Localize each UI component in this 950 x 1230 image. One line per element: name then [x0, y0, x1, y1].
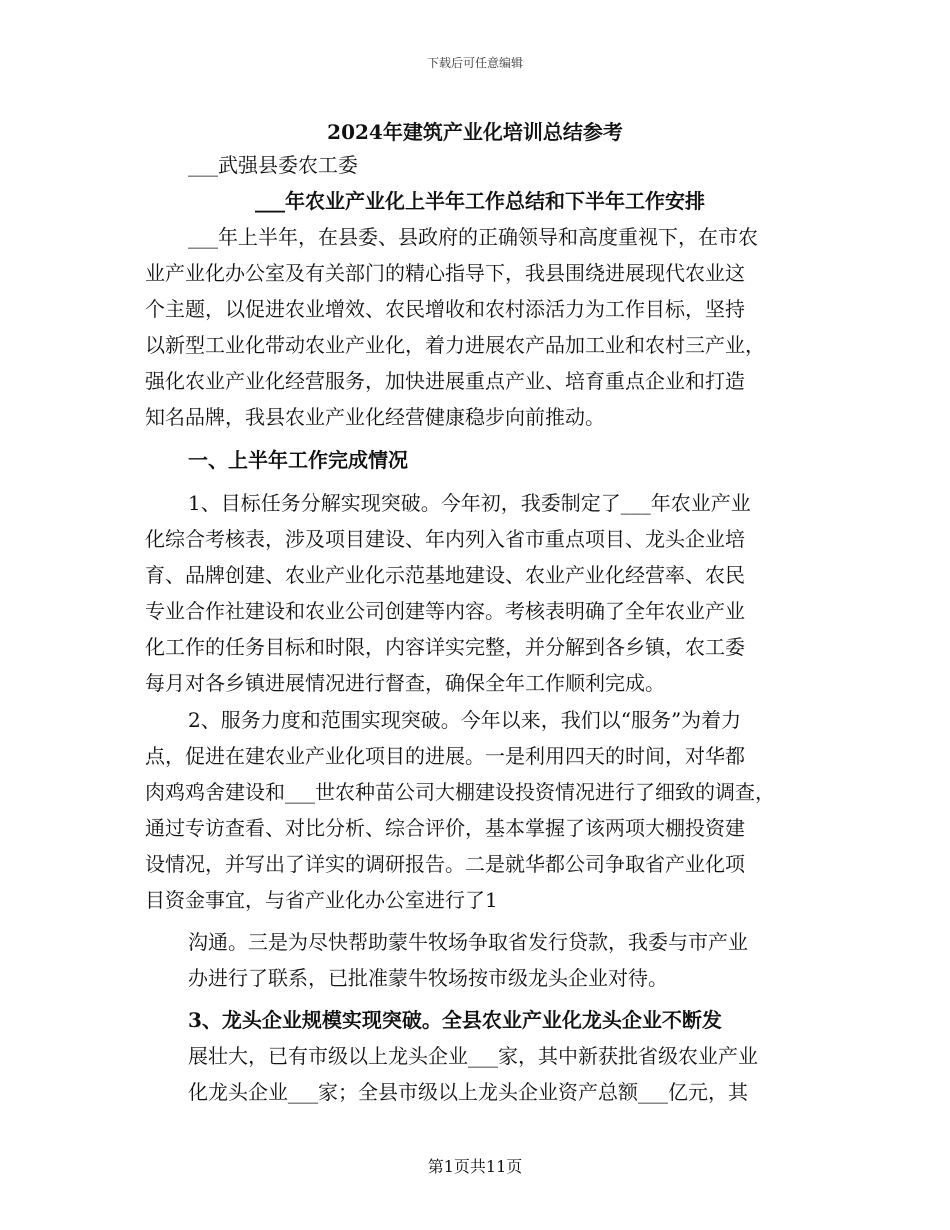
doc-line: 2、服务力度和范围实现突破。今年以来，我们以“服务”为着力 — [188, 708, 742, 732]
doc-line: 个主题，以促进农业增效、农民增收和农村添活力为工作目标，坚持 — [145, 297, 745, 321]
section-heading: 一、上半年工作完成情况 — [188, 448, 408, 472]
doc-line-issuer: ___武强县委农工委 — [188, 153, 358, 177]
doc-line: 专业合作社建设和农业公司创建等内容。考核表明确了全年农业产业 — [145, 599, 745, 623]
doc-line: 设情况，并写出了详实的调研报告。二是就华都公司争取省产业化项 — [145, 852, 745, 876]
doc-line: 化综合考核表，涉及项目建设、年内列入省市重点项目、龙头企业培 — [145, 527, 745, 551]
doc-line: 每月对各乡镇进展情况进行督查，确保全年工作顺利完成。 — [145, 671, 665, 695]
doc-line: 化工作的任务目标和时限，内容详实完整，并分解到各乡镇，农工委 — [145, 635, 745, 659]
header-note: 下载后可任意编辑 — [426, 56, 523, 70]
doc-line: 强化农业产业化经营服务，加快进展重点产业、培育重点企业和打造 — [145, 369, 745, 393]
doc-line: 展壮大，已有市级以上龙头企业___家，其中新获批省级农业产业 — [188, 1044, 758, 1068]
doc-line: 以新型工业化带动农业产业化，着力进展农产品加工业和农村三产业， — [145, 333, 765, 357]
doc-line: 点，促进在建农业产业化项目的进展。一是利用四天的时间，对华都 — [145, 744, 745, 768]
doc-line: 沟通。三是为尽快帮助蒙牛牧场争取省发行贷款，我委与市产业 — [188, 930, 748, 954]
doc-line: 知名品牌，我县农业产业化经营健康稳步向前推动。 — [145, 405, 605, 429]
document-title: 2024年建筑产业化培训总结参考 — [327, 120, 623, 144]
section-heading-3: 3、龙头企业规模实现突破。全县农业产业化龙头企业不断发 — [188, 1008, 722, 1032]
doc-line: 通过专访查看、对比分析、综合评价，基本掌握了该两项大棚投资建 — [145, 816, 745, 840]
doc-line-subtitle: ___年农业产业化上半年工作总结和下半年工作安排 — [255, 189, 705, 213]
doc-line: 业产业化办公室及有关部门的精心指导下，我县围绕进展现代农业这 — [145, 261, 745, 285]
doc-line: 办进行了联系，已批准蒙牛牧场按市级龙头企业对待。 — [188, 966, 668, 990]
doc-line: 化龙头企业___家；全县市级以上龙头企业资产总额___亿元，其 — [188, 1080, 748, 1104]
doc-line: 育、品牌创建、农业产业化示范基地建设、农业产业化经营率、农民 — [145, 563, 745, 587]
doc-line: 肉鸡鸡舍建设和___世农种苗公司大棚建设投资情况进行了细致的调查， — [145, 780, 775, 804]
doc-line: 1、目标任务分解实现突破。今年初，我委制定了___年农业产业 — [188, 491, 751, 515]
page-footer: 第1页共11页 — [427, 1157, 523, 1176]
doc-line: 目资金事宜，与省产业化办公室进行了1 — [145, 888, 498, 912]
doc-line: ___年上半年，在县委、县政府的正确领导和高度重视下，在市农 — [188, 225, 758, 249]
